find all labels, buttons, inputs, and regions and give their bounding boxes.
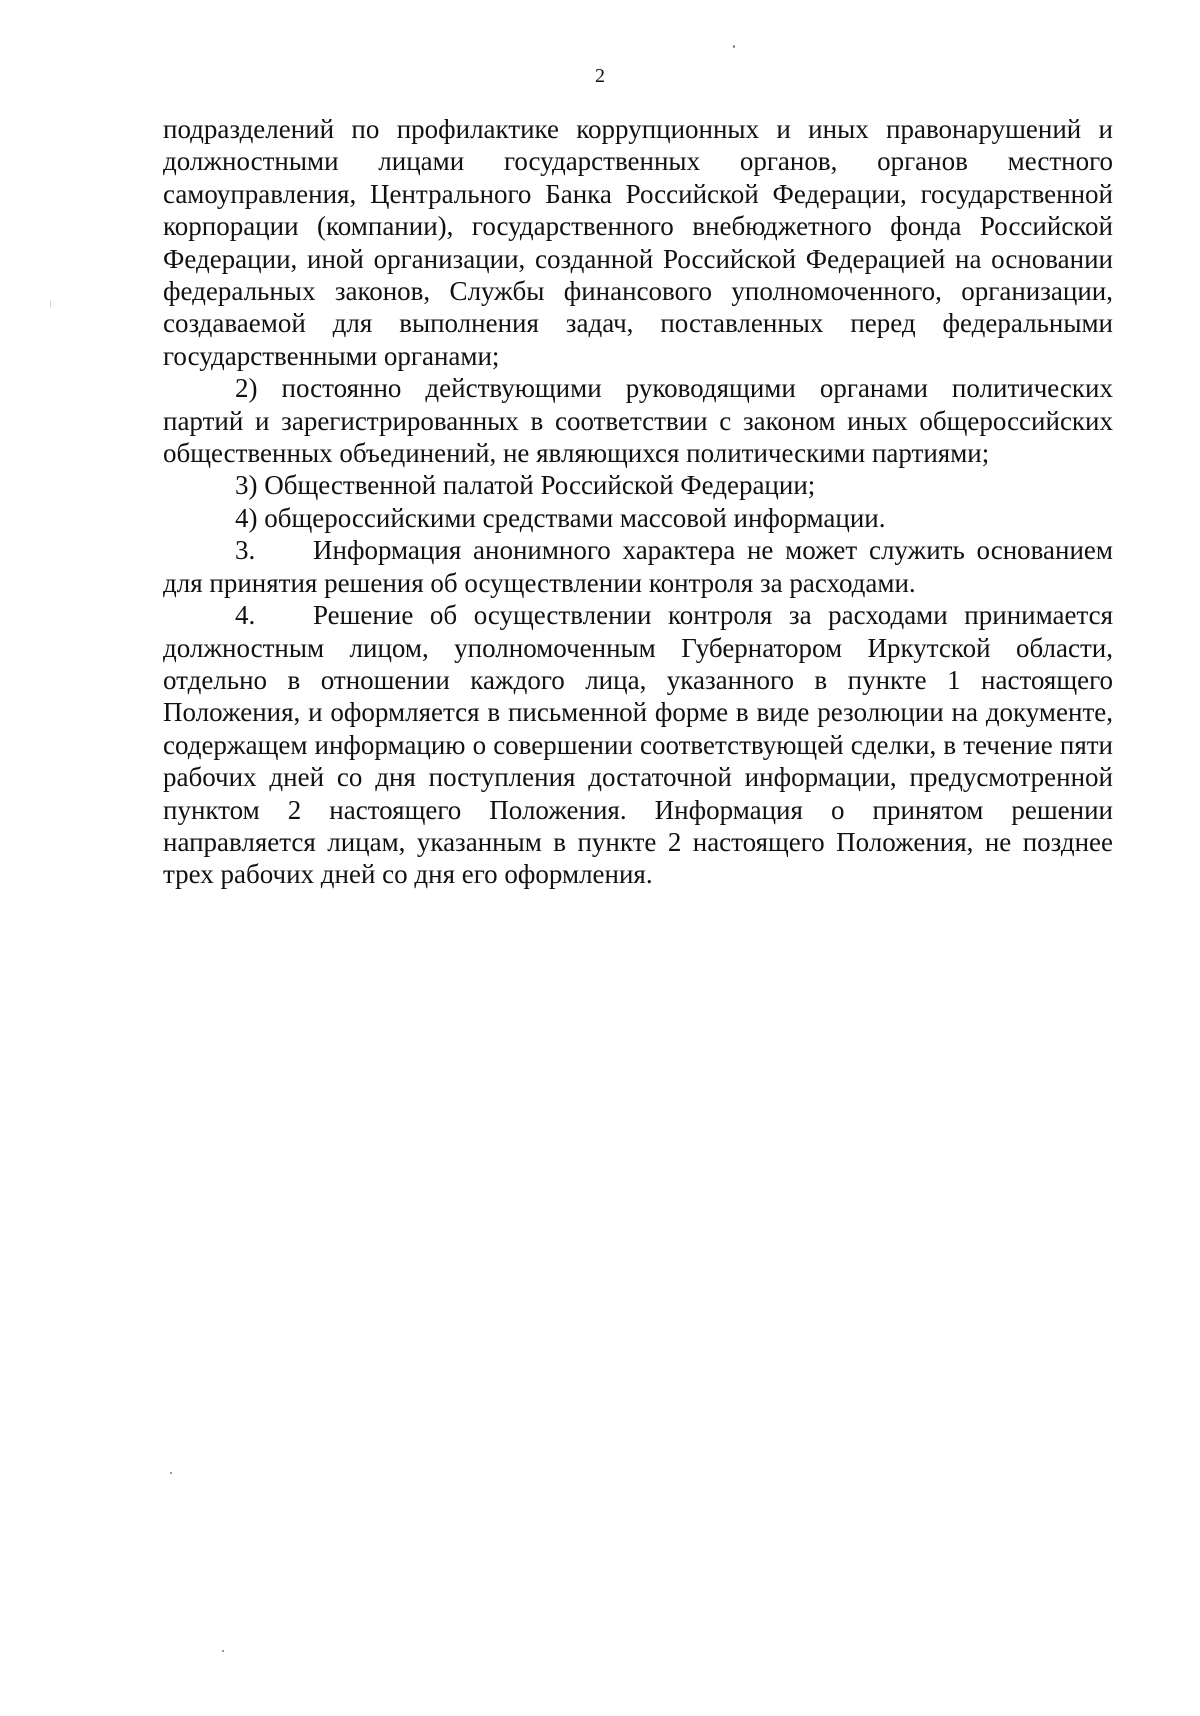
scan-speck	[50, 300, 51, 308]
paragraph-section-3	[163, 534, 1113, 599]
paragraph-section-4	[163, 599, 1113, 891]
paragraph-text: Решение об осуществлении контроля за расходами принимается должностным лицом, уполномоченным Губернатором Иркутской области, отдельно в отношении каждого лица, указанного в пункте 1 настоящего Положения, и оформляется в письменной форме в виде резолюции на документе, содержащем информацию о совершении соответствующей сделки, в течение пяти рабочих дней со дня поступления достаточной информации, предусмотренной пунктом 2 настоящего Положения. Информация о принятом решении направляется лицам, указанным в пункте 2 настоящего Положения, не позднее трех рабочих дней со дня его оформления.	[163, 600, 1113, 890]
scan-speck	[222, 1650, 224, 1652]
paragraph-item-2	[163, 372, 1113, 469]
paragraph-text: Информация анонимного характера не может служить основанием для принятия решения об осуществлении контроля за расходами.	[163, 535, 1113, 598]
paragraph-text: 2) постоянно действующими руководящими органами политических партий и зарегистрированных в соответствии с законом иных общероссийских общественных объединений, не являющихся политическими партиями;	[163, 373, 1113, 469]
page-number: 2	[595, 65, 605, 87]
document-body	[163, 113, 1113, 891]
paragraph-continuation	[163, 113, 1113, 372]
paragraph-item-3	[163, 469, 1113, 501]
section-number: 4.	[235, 600, 256, 631]
paragraph-text: 3) Общественной палатой Российской Федерации;	[235, 470, 816, 501]
scan-speck	[733, 45, 735, 48]
paragraph-text: подразделений по профилактике коррупционных и иных правонарушений и должностными лицами государственных органов, органов местного самоуправления, Центрального Банка Российской Федерации, государственной корпорации (компании), государственного внебюджетного фонда Российской Федерации, иной организации, созданной Российской Федерацией на основании федеральных законов, Службы финансового уполномоченного, организации, создаваемой для выполнения задач, поставленных перед федеральными государственными органами;	[163, 114, 1113, 371]
paragraph-text: 4) общероссийскими средствами массовой информации.	[235, 502, 886, 533]
section-number: 3.	[235, 535, 256, 566]
scan-speck	[170, 1472, 172, 1474]
paragraph-item-4	[163, 502, 1113, 534]
